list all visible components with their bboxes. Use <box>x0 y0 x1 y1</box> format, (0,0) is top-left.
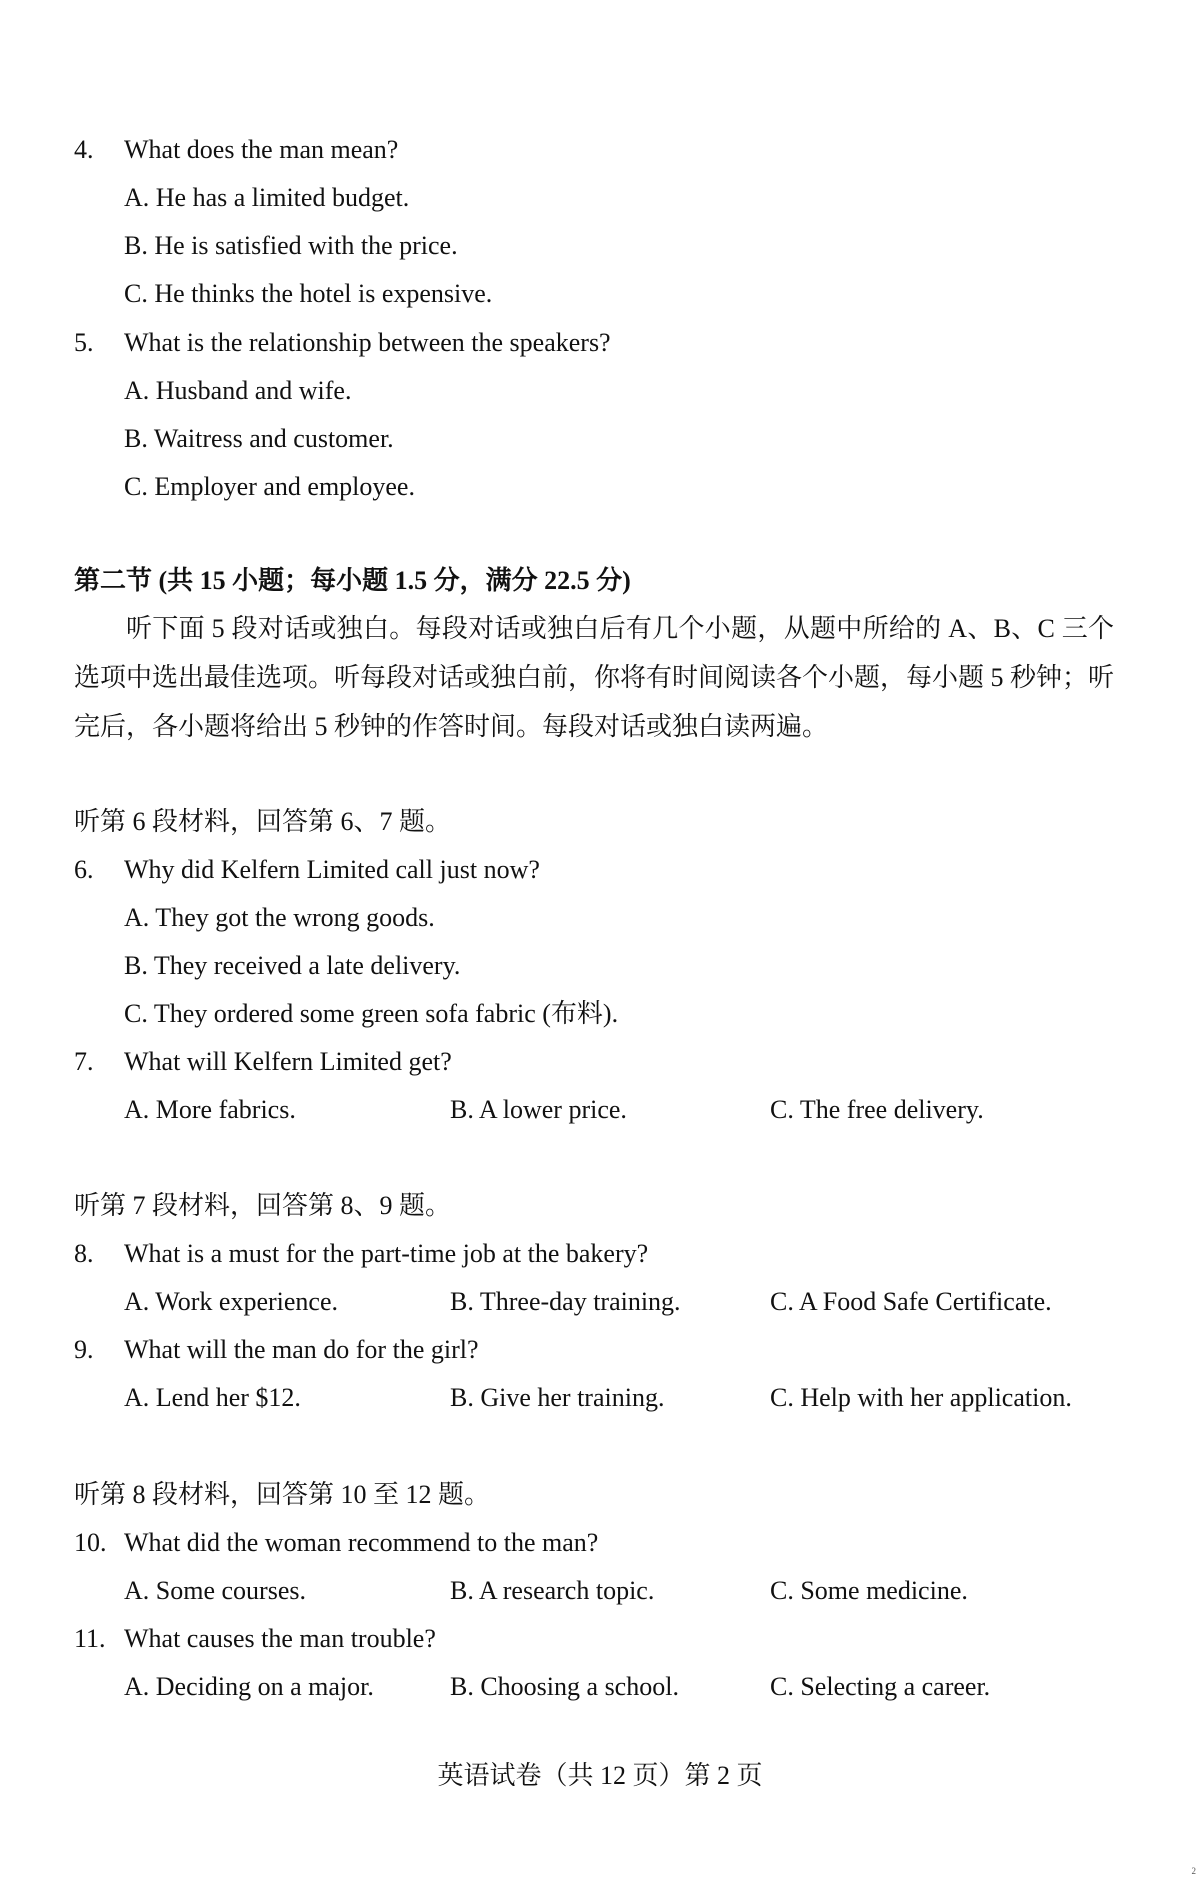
material-heading: 听第 6 段材料，回答第 6、7 题。 <box>74 807 452 836</box>
question-stem: What is a must for the part-time job at the bakery? <box>124 1239 649 1268</box>
option-text: A. Work experience. <box>124 1287 339 1316</box>
question-number: 7. <box>74 1047 94 1076</box>
question-stem: What is the relationship between the speakers? <box>124 328 611 357</box>
option-text: B. He is satisfied with the price. <box>124 231 458 260</box>
option-text: C. Selecting a career. <box>770 1672 991 1701</box>
option-text: C. They ordered some green sofa fabric (布料). <box>124 999 619 1028</box>
question-number: 6. <box>74 855 94 884</box>
page-footer: 英语试卷（共 12 页）第 2 页 <box>437 1761 763 1790</box>
page-mark: 2 <box>1191 1866 1196 1876</box>
question-stem: Why did Kelfern Limited call just now? <box>124 855 540 884</box>
option-text: C. Some medicine. <box>770 1576 968 1605</box>
question-stem: What did the woman recommend to the man? <box>124 1528 599 1557</box>
question-stem: What causes the man trouble? <box>124 1624 436 1653</box>
option-text: B. Give her training. <box>450 1383 665 1412</box>
question-number: 8. <box>74 1239 94 1268</box>
question-stem: What will the man do for the girl? <box>124 1335 479 1364</box>
option-text: C. Help with her application. <box>770 1383 1072 1412</box>
question-number: 9. <box>74 1335 94 1364</box>
question-number: 10. <box>74 1528 107 1557</box>
option-text: B. A lower price. <box>450 1095 627 1124</box>
section-instructions: 听下面 5 段对话或独白。每段对话或独白后有几个小题，从题中所给的 A、B、C 三个选项中选出最佳选项。听每段对话或独白前，你将有时间阅读各个小题，每小题 5 秒钟；听完后，各小题将给出 5 秒钟的作答时间。每段对话或独白读两遍。 <box>74 614 1115 741</box>
option-text: A. Some courses. <box>124 1576 306 1605</box>
option-text: A. He has a limited budget. <box>124 183 410 212</box>
material-heading: 听第 7 段材料，回答第 8、9 题。 <box>74 1191 452 1220</box>
option-text: C. Employer and employee. <box>124 472 415 501</box>
option-text: A. Lend her $12. <box>124 1383 301 1412</box>
material-heading: 听第 8 段材料，回答第 10 至 12 题。 <box>74 1480 491 1509</box>
section-title: 第二节 (共 15 小题；每小题 1.5 分，满分 22.5 分) <box>74 566 631 595</box>
option-text: C. He thinks the hotel is expensive. <box>124 279 493 308</box>
option-text: C. A Food Safe Certificate. <box>770 1287 1052 1316</box>
question-number: 5. <box>74 328 94 357</box>
option-text: A. More fabrics. <box>124 1095 296 1124</box>
option-text: B. Choosing a school. <box>450 1672 679 1701</box>
option-text: A. Husband and wife. <box>124 376 352 405</box>
question-number: 4. <box>74 135 94 164</box>
option-text: C. The free delivery. <box>770 1095 984 1124</box>
question-number: 11. <box>74 1624 106 1653</box>
option-text: B. Waitress and customer. <box>124 424 394 453</box>
option-text: A. They got the wrong goods. <box>124 903 435 932</box>
question-stem: What does the man mean? <box>124 135 399 164</box>
question-stem: What will Kelfern Limited get? <box>124 1047 452 1076</box>
option-text: A. Deciding on a major. <box>124 1672 374 1701</box>
option-text: B. A research topic. <box>450 1576 655 1605</box>
option-text: B. Three-day training. <box>450 1287 681 1316</box>
option-text: B. They received a late delivery. <box>124 951 461 980</box>
